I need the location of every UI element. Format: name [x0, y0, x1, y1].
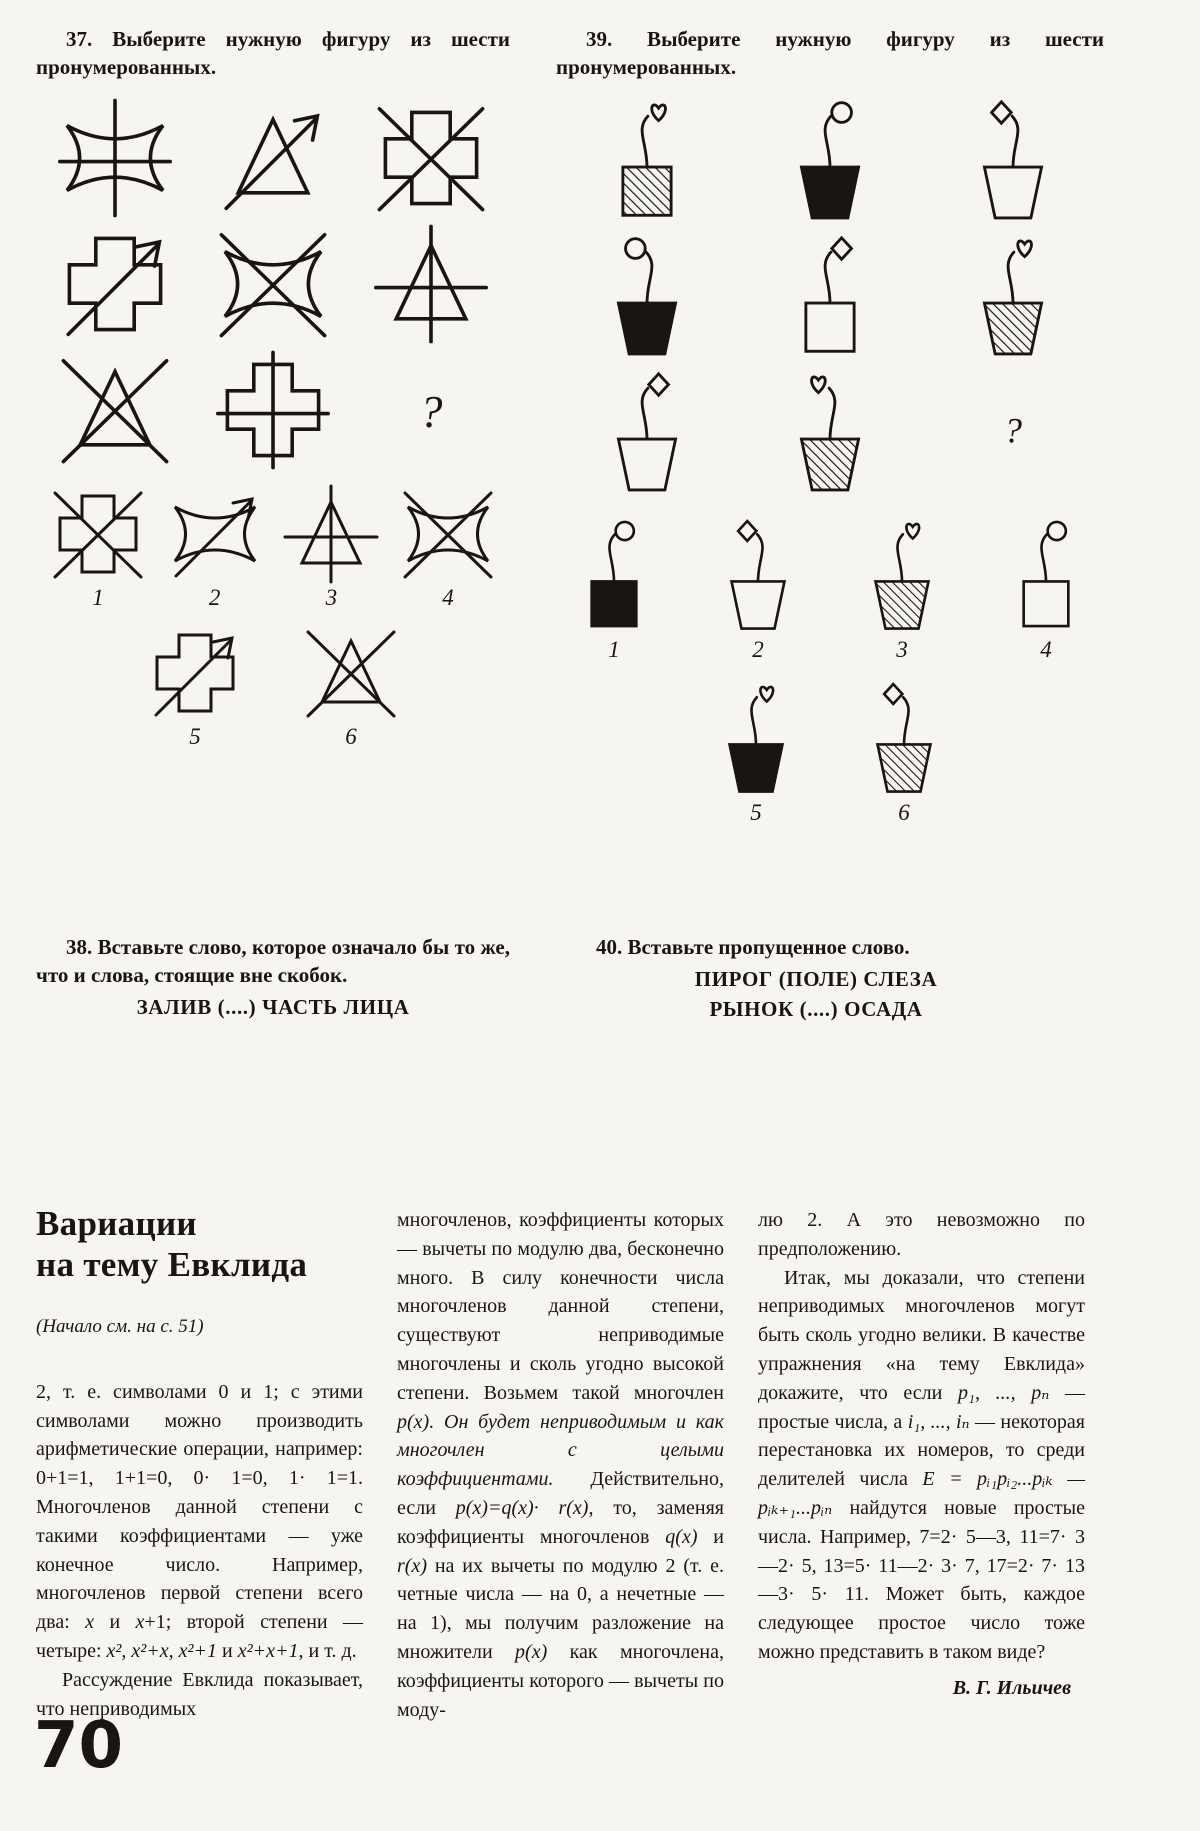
- p37-option-4: [394, 484, 502, 609]
- p39-option-label-1: 1: [608, 636, 620, 662]
- p39-option-label-4: 4: [1040, 636, 1052, 662]
- problem-37-options-row2: [36, 623, 510, 748]
- p39-figure-3: [959, 92, 1067, 226]
- p37-cell-7: [46, 350, 184, 470]
- p39-cell-8: [776, 364, 884, 498]
- p37-cell-2: [204, 98, 342, 218]
- p39-figure-5: [776, 228, 884, 362]
- article-column-2-body: [397, 1206, 724, 1724]
- problem-37-heading: 37. Выберите нужную фигуру из шести пронумерованных.: [36, 27, 510, 79]
- p37-option-label-2: 2: [208, 584, 221, 610]
- page-number: 70: [34, 1709, 124, 1783]
- p39-option-figure-2: [708, 512, 808, 636]
- p37-option-figure-6: [297, 623, 405, 723]
- p37-cell-5: [204, 224, 342, 344]
- article-note: (Начало см. на с. 51): [36, 1315, 204, 1337]
- article-title-line2: на тему Евклида: [36, 1244, 308, 1284]
- article-title-line1: Вариации: [36, 1204, 197, 1243]
- p39-figure-7: [593, 364, 701, 498]
- p39-figure-1: [593, 92, 701, 226]
- p37-cell-8: [204, 350, 342, 470]
- p39-option-figure-4: [996, 512, 1096, 636]
- p37-option-2: [161, 484, 269, 609]
- p37-cell-9: [362, 350, 500, 470]
- p39-option-2: [708, 512, 808, 661]
- p37-figure-1: [46, 98, 184, 218]
- article-author: В. Г. Ильичев: [952, 1676, 1071, 1699]
- p39-option-label-5: 5: [750, 799, 762, 825]
- problem-40: [556, 934, 1076, 1022]
- p37-option-figure-5: [141, 623, 249, 723]
- p39-cell-9: [959, 364, 1067, 498]
- p39-option-label-6: 6: [898, 799, 910, 825]
- p37-figure-5: [204, 224, 342, 344]
- p37-cell-3: [362, 98, 500, 218]
- p39-option-1: [564, 512, 664, 661]
- p37-option-5: [141, 623, 249, 748]
- problem-40-puzzle-line2: РЫНОК (....) ОСАДА: [709, 996, 923, 1021]
- problem-38-statement: 38. Вставьте слово, которое означало бы то же, что и слова, стоящие вне скобок.: [36, 935, 510, 987]
- problem-39-matrix: [556, 92, 1104, 498]
- p39-option-figure-1: [564, 512, 664, 636]
- article-column-2: [397, 1200, 724, 1724]
- article-col2-paragraph-1: многочленов, коэффициенты которых — вычеты по модулю два, бесконечно много. В силу конечности числа многочленов данной степени, существуют неприводимые многочлены и сколь угодно высокой степени. Возьмем такой многочлен p(x). Он будет неприводимым и как многочлен с целыми коэффициентами. Действительно, если p(x)=q(x)· r(x), то, заменяя коэффициенты многочленов q(x) и r(x) на их вычеты по модулю 2 (т. е. четные числа — на 0, а нечетные — на 1), мы получим разложение на множители p(x) как многочлена, коэффициенты которого — вычеты по моду-: [397, 1209, 725, 1721]
- svg-text:?: ?: [419, 385, 443, 437]
- p39-figure-2: [776, 92, 884, 226]
- p39-cell-5: [776, 228, 884, 362]
- p37-option-label-1: 1: [92, 584, 104, 610]
- problem-37: [36, 26, 510, 748]
- article-column-3-body: [758, 1206, 1085, 1667]
- p39-option-figure-6: [854, 675, 954, 799]
- svg-text:?: ?: [1003, 410, 1022, 451]
- problem-37-matrix: [36, 98, 510, 470]
- article-column-3: [758, 1200, 1085, 1724]
- p37-option-label-3: 3: [325, 584, 338, 610]
- p39-cell-3: [959, 92, 1067, 226]
- p39-figure-4: [593, 228, 701, 362]
- article-col1-paragraph-2: Рассуждение Евклида показывает, что неприводимых: [36, 1668, 363, 1720]
- p39-figure-8: [776, 364, 884, 498]
- p39-option-5: [706, 675, 806, 824]
- article-column-1-body: [36, 1378, 363, 1724]
- p39-cell-2: [776, 92, 884, 226]
- article-variations-on-euclid: [36, 1200, 1164, 1724]
- p39-figure-6: [959, 228, 1067, 362]
- p37-option-label-6: 6: [345, 723, 357, 749]
- p37-question-mark-9: [362, 350, 500, 470]
- problem-40-puzzle-line1: ПИРОГ (ПОЛЕ) СЛЕЗА: [694, 966, 938, 991]
- article-title: [36, 1204, 363, 1286]
- p37-figure-6: [362, 224, 500, 344]
- article-col1-paragraph-1: 2, т. е. символами 0 и 1; с этими символами можно производить арифметические операции, например: 0+1=1, 1+1=0, 0· 1=0, 1· 1=1. Многочленов данной степени с такими коэффициентами — уже конечное число. Например, многочленов первой степени всего два: x и x+1; второй степени — четыре: x², x²+x, x²+1 и x²+x+1, и т. д.: [36, 1380, 363, 1663]
- p37-option-6: [297, 623, 405, 748]
- p37-option-figure-1: [44, 484, 152, 584]
- p39-option-label-3: 3: [896, 636, 908, 662]
- p39-option-6: [854, 675, 954, 824]
- p39-option-figure-3: [852, 512, 952, 636]
- p37-option-label-4: 4: [442, 584, 454, 610]
- p39-cell-6: [959, 228, 1067, 362]
- p39-option-label-2: 2: [752, 636, 764, 662]
- article-col3-paragraph-2: Итак, мы доказали, что степени неприводимых многочленов могут быть сколь угодно велики. В качестве упражнения «на тему Евклида» докажите, что если p₁, ..., pₙ — простые числа, а i₁, ..., iₙ — некоторая перестановка их номеров, то среди делителей числа E = pᵢ₁pᵢ₂...pᵢₖ — pᵢₖ₊₁...pᵢₙ найдутся новые простые числа. Например, 7=2· 5—3, 11=7· 3—2· 5, 13=5· 11—2· 3· 7, 17=2· 7· 13—3· 5· 11. Может быть, каждое следующее простое число тоже можно представить в таком виде?: [758, 1266, 1086, 1663]
- p39-cell-7: [593, 364, 701, 498]
- problem-39-heading: 39. Выберите нужную фигуру из шести пронумерованных.: [556, 27, 1104, 79]
- problem-38: [36, 934, 510, 1020]
- p37-figure-7: [46, 350, 184, 470]
- p39-cell-1: [593, 92, 701, 226]
- p37-option-3: [277, 484, 385, 609]
- p37-cell-4: [46, 224, 184, 344]
- p37-figure-4: [46, 224, 184, 344]
- p37-option-figure-3: [277, 484, 385, 584]
- problem-37-options-row1: [36, 484, 510, 609]
- p37-cell-6: [362, 224, 500, 344]
- p37-option-figure-4: [394, 484, 502, 584]
- p37-figure-8: [204, 350, 342, 470]
- p39-option-4: [996, 512, 1096, 661]
- p37-option-label-5: 5: [189, 723, 201, 749]
- p37-option-figure-2: [161, 484, 269, 584]
- p37-option-1: [44, 484, 152, 609]
- article-col3-paragraph-1: лю 2. А это невозможно по предположению.: [758, 1209, 1085, 1260]
- article-column-1: [36, 1200, 363, 1724]
- p39-option-3: [852, 512, 952, 661]
- problem-40-statement: 40. Вставьте пропущенное слово.: [596, 935, 910, 959]
- p37-figure-2: [204, 98, 342, 218]
- problem-39-options-row1: [556, 512, 1104, 661]
- problem-39-options-row2: [556, 675, 1104, 824]
- p37-figure-3: [362, 98, 500, 218]
- problem-38-puzzle-line: ЗАЛИВ (....) ЧАСТЬ ЛИЦА: [136, 994, 410, 1019]
- p39-cell-4: [593, 228, 701, 362]
- p39-question-mark-9: [959, 364, 1067, 498]
- p39-option-figure-5: [706, 675, 806, 799]
- p37-cell-1: [46, 98, 184, 218]
- problem-39: [556, 26, 1104, 824]
